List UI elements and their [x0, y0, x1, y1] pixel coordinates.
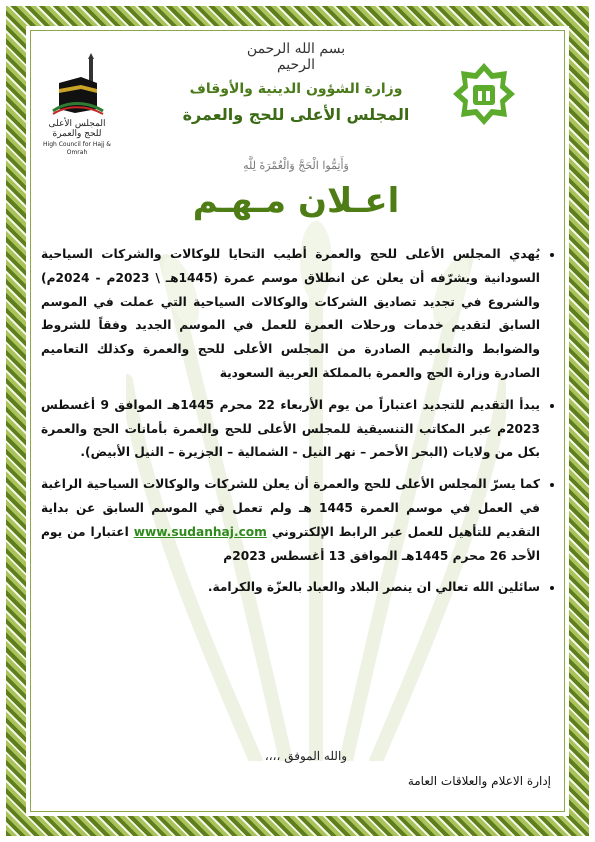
list-item-text-end: اعتبارا من يوم الأحد 26 محرم 1445هـ الموافق 13 أغسطس 2023م	[41, 524, 540, 563]
council-name: المجلس الأعلى للحج والعمرة	[182, 105, 410, 124]
kaaba-logo-icon	[47, 53, 107, 115]
website-link[interactable]: www.sudanhaj.com	[133, 524, 267, 539]
list-item	[41, 473, 540, 568]
letterhead	[31, 31, 564, 156]
council-logo-arabic-name: المجلس الأعلى للحج والعمرة	[48, 119, 106, 139]
list-item: • يُهدي المجلس الأعلى للحج والعمرة أطيب التحايا للوكالات والشركات السياحية السودانية ويشرّفه أن يعلن عن انطلاق موسم عمرة (1445هـ \ 2023م - 2024م) والشروع في تجديد تصاديق الشركات والوكالات السياحية التي عملت في الموسم السابق لتقديم خدمات ورحلات العمرة للعمل في الموسم الجديد وفقاً للشروط والضوابط والتعاميم الصادرة من المجلس الأعلى للحج والعمرة وكذلك التعاميم الصادرة وزارة الحج والعمرة بالمملكة العربية السعودية	[41, 243, 540, 386]
list-item: • سائلين الله تعالي ان ينصر البلاد والعباد بالعزّة والكرامة.	[41, 576, 540, 600]
list-item-text-start: كما يسرّ المجلس الأعلى للحج والعمرة أن يعلن للشركات والوكالات السياحية الراغبة في العمل في موسم العمرة 1445 هـ ولم تعمل في الموسم السابق عن بداية التقديم للتأهيل للعمل عبر الرابط الإلكتروني	[41, 477, 541, 539]
basmala: بسم الله الرحمن الرحيم	[246, 41, 346, 73]
department-signature: إدارة الاعلام والعلاقات العامة	[407, 774, 551, 788]
announcement-content	[41, 243, 556, 608]
quran-verse: وَأَتِمُّوا الْحَجَّ وَالْعُمْرَةَ لِلَّهِ	[243, 159, 349, 172]
council-logo-english-name: High Council for Hajj & Omrah	[43, 141, 111, 156]
list-item: • يبدأ التقديم للتجديد اعتباراً من يوم الأربعاء 22 محرم 1445هـ الموافق 9 أغسطس 2023م عبر المكاتب التنسيقية للمجلس الأعلى للحج والعمرة بأمانات الحج والعمرة بكل من ولايات (البحر الأحمر – نهر النيل - الشمالية – الجزيرة – النيل الأبيض).	[41, 394, 540, 465]
council-logo	[41, 53, 113, 156]
announcement-title: اعـلان مـهـم	[192, 181, 400, 221]
document-body	[30, 30, 565, 812]
closing-phrase: والله الموفق ،،،،	[264, 749, 348, 763]
announcement-list	[41, 243, 556, 600]
ministry-name: وزارة الشؤون الدينية والأوقاف	[189, 81, 403, 97]
